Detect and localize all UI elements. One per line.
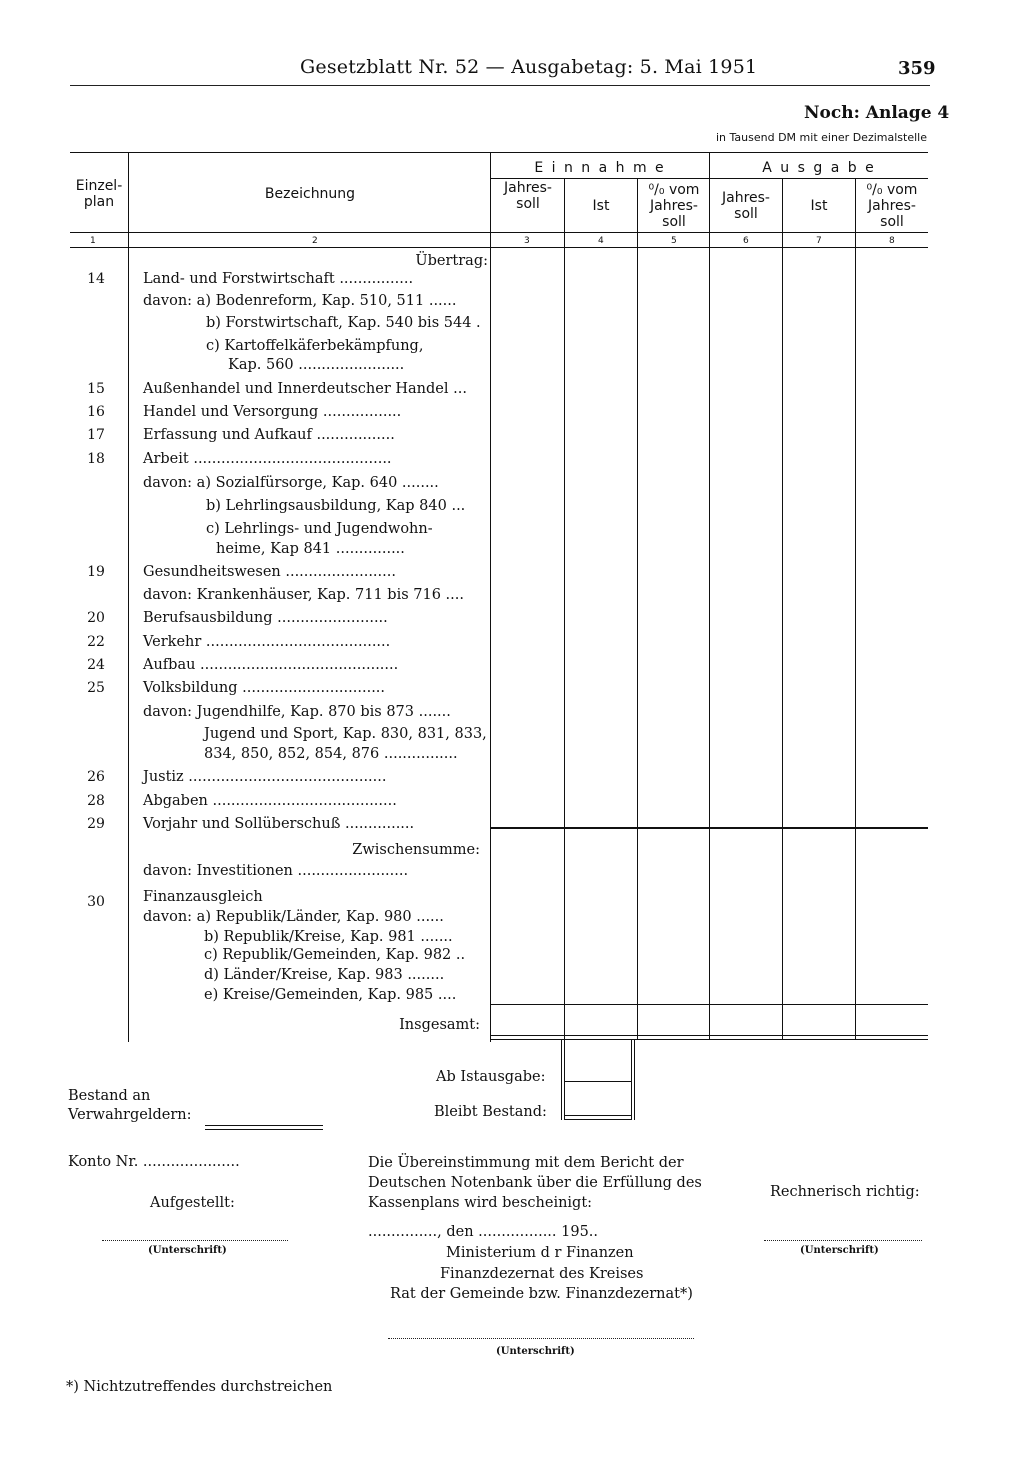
table-row: d) Länder/Kreise, Kap. 983 ........ [204, 967, 445, 983]
col-divider-1 [128, 152, 129, 1042]
einnahme-group-header: E i n n a h m e [534, 160, 666, 176]
table-row: heime, Kap 841 ............... [216, 541, 405, 557]
verwahrgeldern-double-rule [205, 1125, 323, 1130]
table-row: davon: Jugendhilfe, Kap. 870 bis 873 ....... [143, 704, 451, 720]
col-einzelplan-header: Einzel- plan [75, 178, 123, 210]
bestand-box-left [561, 1040, 562, 1120]
col-divider-2 [490, 152, 491, 1042]
verwahrgeldern-label: Verwahrgeldern: [68, 1107, 192, 1123]
row-num: 20 [87, 610, 105, 626]
bestand-box-right-inner [634, 1040, 635, 1120]
istausgabe-rule [564, 1081, 632, 1082]
ausgabe-ist-header: Ist [810, 198, 828, 214]
insgesamt-double-rule [490, 1035, 928, 1040]
table-row: Jugend und Sport, Kap. 830, 831, 833, [204, 726, 487, 742]
row-num: 29 [87, 816, 105, 832]
table-row: Außenhandel und Innerdeutscher Handel ... [143, 381, 467, 397]
table-row: e) Kreise/Gemeinden, Kap. 985 .... [204, 987, 457, 1003]
ausgabe-jahressoll-header: Jahres- soll [722, 190, 770, 222]
table-row: davon: a) Bodenreform, Kap. 510, 511 ...... [143, 293, 457, 309]
header-bottom-rule [70, 232, 928, 233]
table-row: davon: Krankenhäuser, Kap. 711 bis 716 .... [143, 587, 464, 603]
aufgestellt-label: Aufgestellt: [150, 1195, 235, 1211]
ausgabe-group-header: A u s g a b e [762, 160, 876, 176]
finanzausgleich-title: Finanzausgleich [143, 889, 263, 905]
col-bezeichnung-header: Bezeichnung [264, 186, 356, 202]
uebertrag-label: Übertrag: [415, 253, 488, 269]
row-num: 19 [87, 564, 105, 580]
table-row: Justiz ........................................... [143, 769, 387, 785]
header-rule [70, 85, 930, 86]
table-row: 834, 850, 852, 854, 876 ................ [204, 746, 458, 762]
unterschrift-2: (Unterschrift) [496, 1346, 575, 1357]
colnum-5: 5 [671, 236, 677, 246]
rechnerisch-richtig-label: Rechnerisch richtig: [770, 1184, 920, 1200]
table-row: b) Republik/Kreise, Kap. 981 ....... [204, 929, 453, 945]
insgesamt-top-rule [490, 1004, 928, 1005]
investitionen-row: davon: Investitionen ........................ [143, 863, 409, 879]
ab-istausgabe-label: Ab Istausgabe: [436, 1069, 546, 1085]
table-row: c) Lehrlings- und Jugendwohn- [206, 521, 433, 537]
col-divider-3 [564, 178, 565, 1040]
table-row: Kap. 560 ....................... [228, 357, 405, 373]
footnote: *) Nichtzutreffendes durchstreichen [66, 1379, 333, 1395]
finanzdezernat-line: Finanzdezernat des Kreises [440, 1266, 644, 1282]
colnum-1: 1 [90, 236, 96, 246]
table-row: Abgaben ........................................ [143, 793, 397, 809]
col-divider-7 [855, 178, 856, 1040]
table-row: davon: a) Republik/Länder, Kap. 980 ...... [143, 909, 444, 925]
table-top-rule [70, 152, 928, 153]
rat-line: Rat der Gemeinde bzw. Finanzdezernat*) [390, 1286, 693, 1302]
einnahme-ist-header: Ist [592, 198, 610, 214]
col-divider-6 [782, 178, 783, 1040]
gazette-header-title: Gesetzblatt Nr. 52 — Ausgabetag: 5. Mai 1951 [300, 56, 758, 78]
table-row: b) Lehrlingsausbildung, Kap 840 ... [206, 498, 466, 514]
colnum-2: 2 [312, 236, 318, 246]
table-row: Land- und Forstwirtschaft ................ [143, 271, 414, 287]
konto-nr-label: Konto Nr. ..................... [68, 1154, 240, 1170]
bleibt-bestand-label: Bleibt Bestand: [434, 1104, 547, 1120]
row-num: 24 [87, 657, 105, 673]
row-num: 28 [87, 793, 105, 809]
colnum-6: 6 [743, 236, 749, 246]
table-row: Gesundheitswesen ........................ [143, 564, 396, 580]
row-num: 16 [87, 404, 105, 420]
einnahme-prozent-header: ⁰/₀ vom Jahres- soll [648, 182, 700, 230]
page-number: 359 [898, 58, 936, 79]
einnahme-jahressoll-header: Jahres- soll [504, 180, 552, 212]
signature-line-3 [764, 1240, 922, 1242]
zwischensumme-label: Zwischensumme: [352, 842, 480, 858]
anlage-label: Noch: Anlage 4 [804, 103, 950, 123]
bestand-an-label: Bestand an [68, 1088, 151, 1104]
ausgabe-prozent-header: ⁰/₀ vom Jahres- soll [866, 182, 918, 230]
bestand-box-right [631, 1040, 632, 1120]
col-divider-4 [637, 178, 638, 1040]
table-row: Handel und Versorgung ................. [143, 404, 402, 420]
table-row: davon: a) Sozialfürsorge, Kap. 640 ........ [143, 475, 439, 491]
insgesamt-label: Insgesamt: [399, 1017, 480, 1033]
table-row: Verkehr ........................................ [143, 634, 391, 650]
signature-line-1 [102, 1240, 288, 1242]
table-row: Vorjahr und Sollüberschuß ............... [143, 816, 415, 832]
table-row: Arbeit ........................................... [143, 451, 392, 467]
row-num: 26 [87, 769, 105, 785]
unit-note: in Tausend DM mit einer Dezimalstelle [716, 131, 927, 144]
datum-zeile: ..............., den ................. 195.. [368, 1224, 599, 1240]
row-num: 17 [87, 427, 105, 443]
colnum-bottom-rule [70, 247, 928, 248]
bleibt-bestand-double-rule [564, 1115, 632, 1120]
signature-line-2 [388, 1338, 694, 1340]
row-num: 14 [87, 271, 105, 287]
table-row: Volksbildung ............................... [143, 680, 386, 696]
row-num: 15 [87, 381, 105, 397]
table-row: Berufsausbildung ........................ [143, 610, 388, 626]
table-row: c) Republik/Gemeinden, Kap. 982 .. [204, 947, 466, 963]
bestand-box-left-inner [564, 1040, 565, 1120]
unterschrift-3: (Unterschrift) [800, 1245, 879, 1256]
table-row: Erfassung und Aufkauf ................. [143, 427, 395, 443]
colnum-7: 7 [816, 236, 822, 246]
colnum-3: 3 [524, 236, 530, 246]
bescheinigung-text: Die Übereinstimmung mit dem Bericht der Deutschen Notenbank über die Erfüllung des Kassenplans wird bescheinigt: [368, 1155, 702, 1211]
table-row: Aufbau ........................................... [143, 657, 399, 673]
row-num: 18 [87, 451, 105, 467]
table-row: b) Forstwirtschaft, Kap. 540 bis 544 . [206, 315, 481, 331]
zwischensumme-rule [490, 827, 928, 829]
row-num: 22 [87, 634, 105, 650]
colnum-4: 4 [598, 236, 604, 246]
row-num: 30 [87, 894, 105, 910]
group-sub-rule [490, 178, 928, 179]
table-row: c) Kartoffelkäferbekämpfung, [206, 338, 424, 354]
col-divider-5 [709, 152, 710, 1040]
row-num: 25 [87, 680, 105, 696]
unterschrift-1: (Unterschrift) [148, 1245, 227, 1256]
ministerium-line: Ministerium d r Finanzen [446, 1245, 634, 1261]
colnum-8: 8 [889, 236, 895, 246]
